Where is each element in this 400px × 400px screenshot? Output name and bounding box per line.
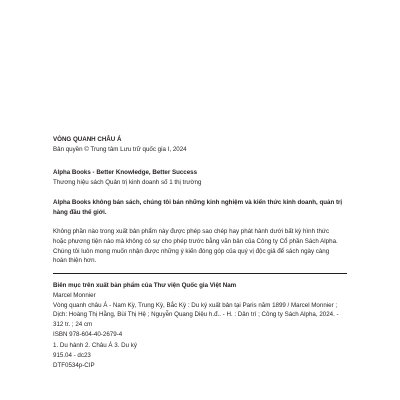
legal-line: Không phần nào trong xuất bản phẩm này được phép sao chép hay phát hành dưới bất kỳ hình thức (53, 228, 330, 235)
publisher-block (53, 168, 353, 188)
legal-notice (53, 227, 353, 266)
cip-block (53, 281, 353, 340)
cip-subjects: 1. Du hành 2. Châu Á 3. Du ký (53, 342, 137, 349)
cip-code: DTF0534p-CIP (53, 361, 95, 369)
copyright-notice: Bản quyền © Trung tâm Lưu trữ quốc gia I, 2024 (53, 145, 187, 153)
cip-entry-line: 312 tr. ; 24 cm (53, 321, 93, 329)
statement-line: hàng đầu thế giới. (53, 208, 107, 216)
statement-line: Alpha Books không bán sách, chúng tôi bán những kinh nghiệm và kiến thức kinh doanh, quản trị (53, 199, 343, 206)
publisher-slogan: Alpha Books - Better Knowledge, Better Success (53, 169, 198, 176)
divider (53, 273, 347, 274)
cip-isbn: ISBN 978-604-40-2679-4 (53, 330, 123, 338)
legal-line: Chúng tôi luôn mong muốn nhận được những ý kiến đóng góp của quý vị độc giả để sách ngày càng (53, 247, 330, 255)
cip-heading: Biên mục trên xuất bản phẩm của Thư viện Quốc gia Việt Nam (53, 282, 237, 289)
legal-line: hoàn thiện hơn. (53, 257, 97, 265)
cip-author: Marcel Monnier (53, 291, 96, 299)
cip-classification (53, 341, 353, 370)
statement-block (53, 198, 353, 218)
cip-class-number: 915.04 - dc23 (53, 351, 91, 359)
publisher-tagline: Thương hiệu sách Quản trị kinh doanh số 1 thị trường (53, 178, 202, 186)
cip-entry-line: Vòng quanh châu Á - Nam Kỳ, Trung Kỳ, Bắc Kỳ : Du ký xuất bản tại Paris năm 1899 / Marcel Monnier ; (53, 301, 338, 309)
book-title: VÒNG QUANH CHÂU Á (53, 136, 122, 143)
title-block (53, 135, 353, 155)
legal-line: hoặc phương tiện nào mà không có sự cho phép trước bằng văn bản của Công ty Cổ phần Sách Alpha. (53, 237, 338, 245)
cip-entry-line: Dịch: Hoàng Thị Hằng, Bùi Thị Hệ ; Nguyễn Quang Diệu h.đ.. - H. : Dân trí ; Công ty Sách Alpha, 2024. - (53, 311, 339, 319)
